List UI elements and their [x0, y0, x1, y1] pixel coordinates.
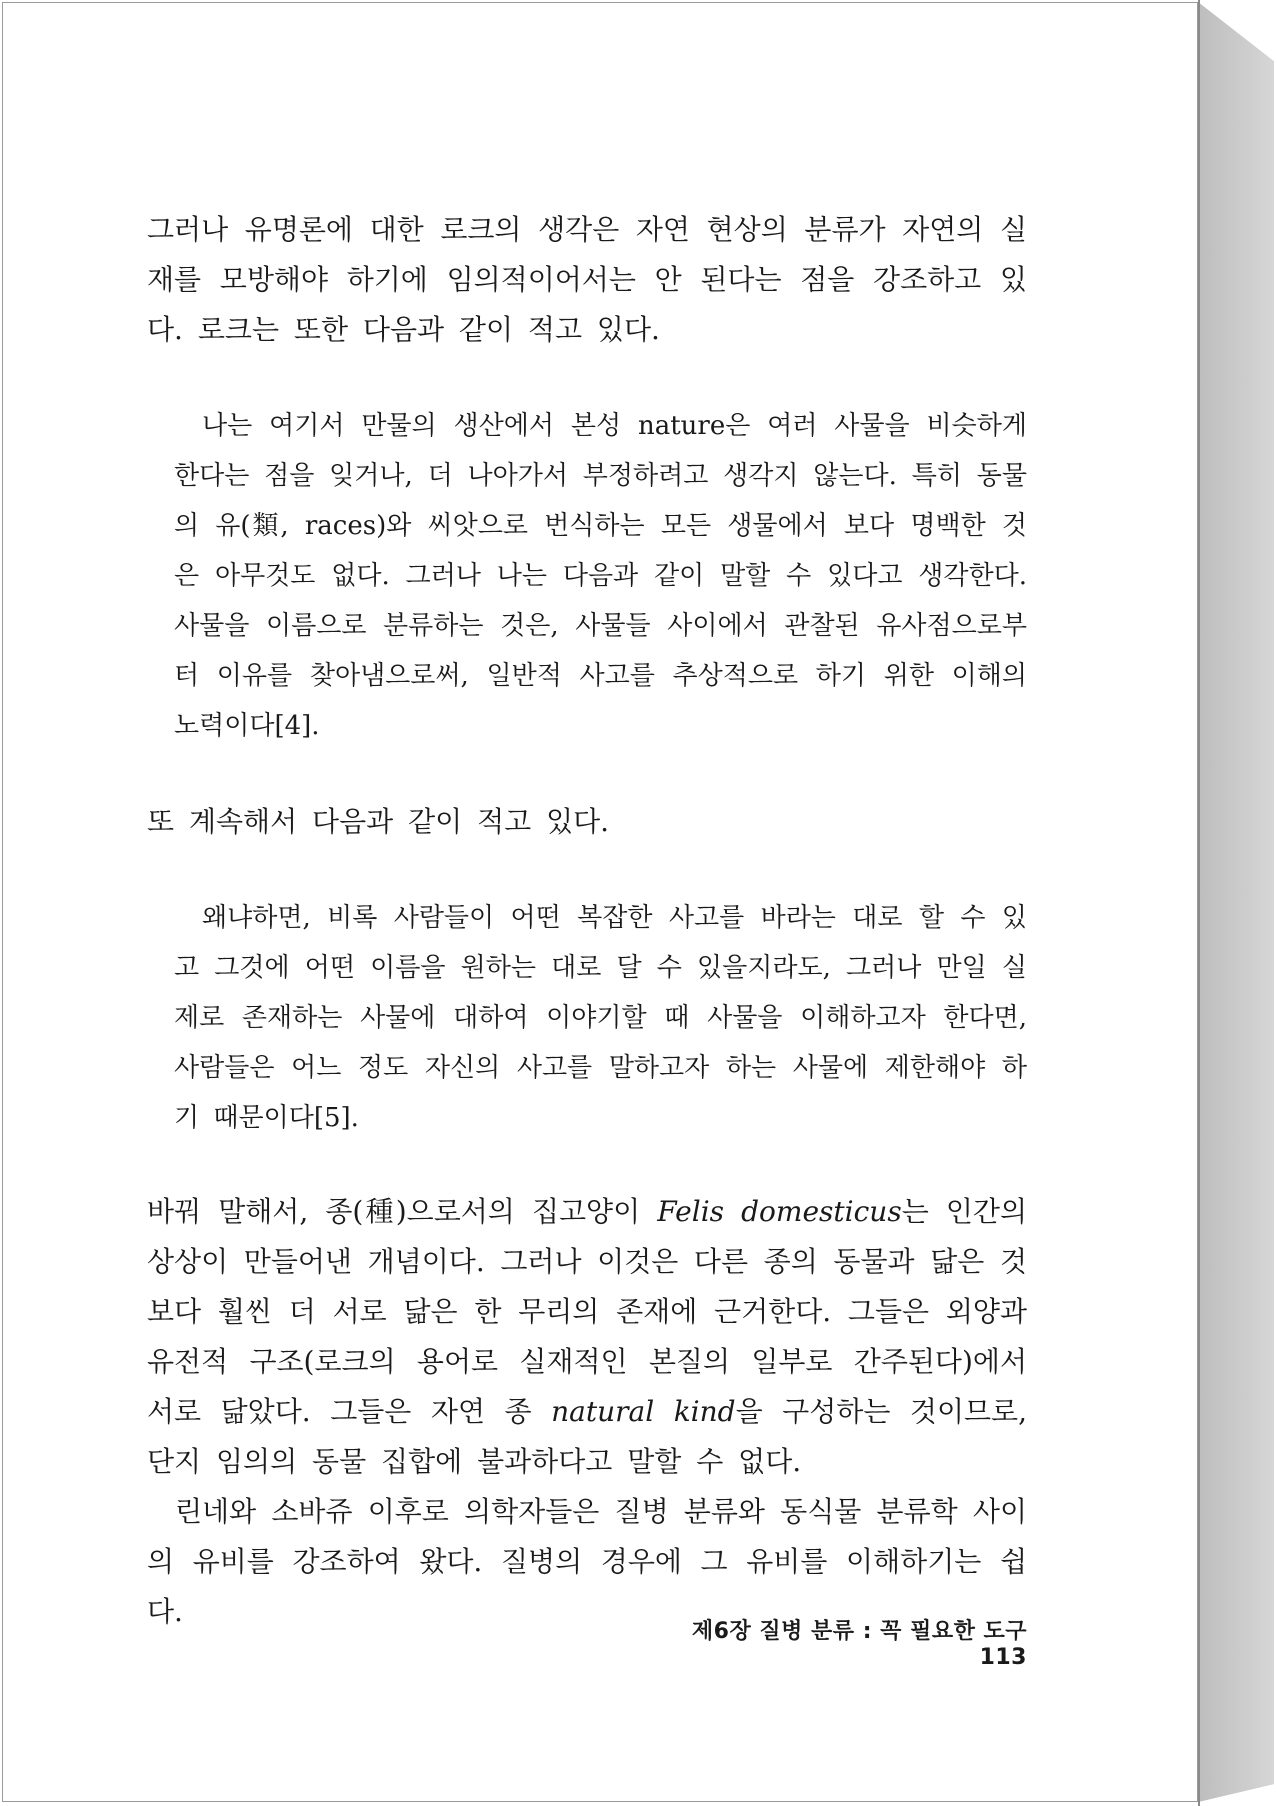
page-stack-edge	[1198, 2, 1274, 1802]
paragraph-3-part-b: 는 인간의 상상이 만들어낸 개념이다. 그러나 이것은 다른 종의 동물과 닮은 것보다 훨씬 더 서로 닮은 한 무리의 존재에 근거한다. 그들은 외양과 유전적 구조(로크의 용어로 실재적인 본질의 일부로 간주된다)에서 서로 닮았다. 그들은 자연 종	[147, 1195, 1027, 1428]
block-quote-2: 왜냐하면, 비록 사람들이 어떤 복잡한 사고를 바라는 대로 할 수 있고 그것에 어떤 이름을 원하는 대로 달 수 있을지라도, 그러나 만일 실제로 존재하는 사물에 대하여 이야기할 때 사물을 이해하고자 한다면, 사람들은 어느 정도 자신의 사고를 말하고자 하는 사물에 제한해야 하기 때문이다[5].	[174, 903, 1027, 1133]
species-name-italic: Felis domesticus	[657, 1195, 902, 1228]
page-body	[147, 205, 1027, 1637]
paragraph-1: 그러나 유명론에 대한 로크의 생각은 자연 현상의 분류가 자연의 실재를 모방해야 하기에 임의적이어서는 안 된다는 점을 강조하고 있다. 로크는 또한 다음과 같이 적고 있다.	[147, 213, 1027, 346]
paragraph-2: 또 계속해서 다음과 같이 적고 있다.	[147, 805, 610, 838]
natural-kind-italic: natural kind	[551, 1395, 736, 1428]
paragraph-3-part-c: 을 구성하는 것이므로, 단지 임의의 동물 집합에 불과하다고 말할 수 없다.	[147, 1395, 1028, 1478]
paragraph-3-part-a: 바꿔 말해서, 종(種)으로서의 집고양이	[147, 1195, 658, 1228]
running-footer	[640, 1614, 1027, 1670]
page-number: 113	[979, 1645, 1027, 1670]
block-quote-1: 나는 여기서 만물의 생산에서 본성 nature은 여러 사물을 비슷하게 한다는 점을 잊거나, 더 나아가서 부정하려고 생각지 않는다. 특히 동물의 유(類, races)와 씨앗으로 번식하는 모든 생물에서 보다 명백한 것은 아무것도 없다. 그러나 나는 다음과 같이 말할 수 있다고 생각한다. 사물을 이름으로 분류하는 것은, 사물들 사이에서 관찰된 유사점으로부터 이유를 찾아냄으로써, 일반적 사고를 추상적으로 하기 위한 이해의 노력이다[4].	[174, 411, 1027, 741]
chapter-title: 제6장 질병 분류 : 꼭 필요한 도구	[691, 1619, 1027, 1644]
page-edge-line	[1198, 0, 1200, 1806]
paragraph-3	[147, 1187, 1027, 1487]
paragraph-4: 린네와 소바쥬 이후로 의학자들은 질병 분류와 동식물 분류학 사이의 유비를 강조하여 왔다. 질병의 경우에 그 유비를 이해하기는 쉽다.	[147, 1495, 1027, 1628]
